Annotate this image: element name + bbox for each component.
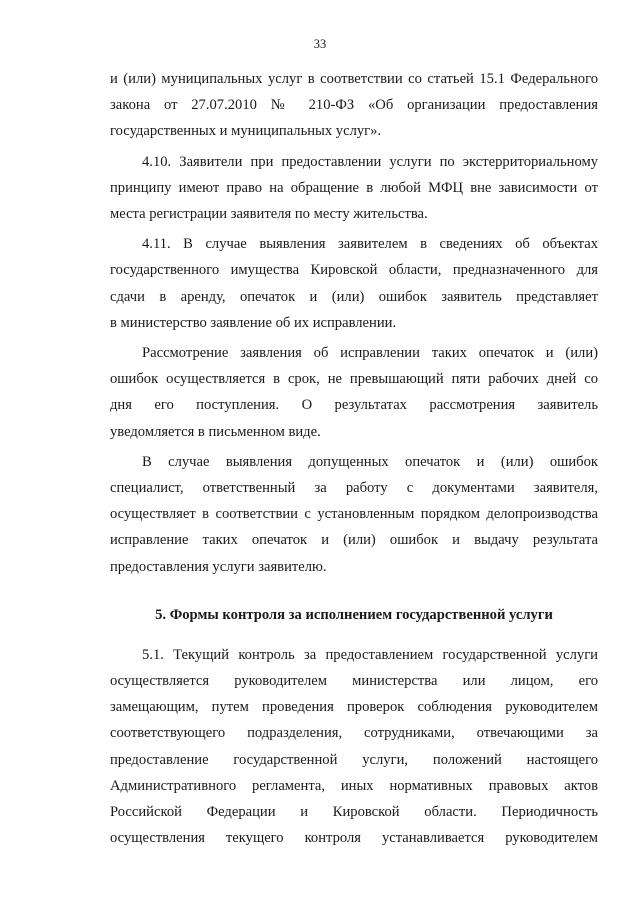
text-line: ошибок осуществляется в срок, не превышающий пяти рабочих дней со	[110, 371, 598, 388]
text-line: Рассмотрение заявления об исправлении таких опечаток и (или)	[142, 345, 598, 362]
text-line: в министерство заявление об их исправлении.	[110, 314, 397, 331]
text-line: места регистрации заявителя по месту жительства.	[110, 206, 428, 223]
paragraph-p5	[110, 449, 598, 580]
text-line: 4.10. Заявители при предоставлении услуги по экстерриториальному	[142, 153, 598, 170]
text-line: 4.11. В случае выявления заявителем в сведениях об объектах	[142, 236, 598, 253]
text-line: государственных и муниципальных услуг».	[110, 123, 382, 140]
text-line: Российской Федерации и Кировской области. Периодичность	[110, 804, 598, 821]
text-line: сдачи в аренду, опечаток и (или) ошибок заявитель представляет	[110, 288, 598, 305]
paragraph-p4	[110, 340, 598, 445]
paragraph-p3	[110, 231, 598, 336]
paragraph-p2	[110, 149, 598, 228]
paragraph-s1	[110, 642, 598, 852]
paragraphs-before-section	[110, 66, 598, 580]
text-line: и (или) муниципальных услуг в соответствии со статьей 15.1 Федерального	[110, 71, 598, 87]
text-line: государственного имущества Кировской области, предназначенного для	[110, 262, 598, 279]
text-line: предоставление государственной услуги, положений настоящего	[110, 751, 598, 768]
text-line: предоставления услуги заявителю.	[110, 558, 327, 575]
text-line: Административного регламента, иных нормативных правовых актов	[110, 777, 598, 794]
text-line: осуществляется руководителем министерства или лицом, его	[110, 673, 598, 690]
text-line: 5.1. Текущий контроль за предоставлением государственной услуги	[142, 646, 598, 663]
text-line: закона от 27.07.2010 № 210-ФЗ «Об организации предоставления	[110, 97, 598, 114]
paragraph-p1	[110, 66, 598, 145]
text-line: принципу имеют право на обращение в любой МФЦ вне зависимости от	[110, 179, 598, 196]
text-line: осуществляет в соответствии с установленным порядком делопроизводства	[110, 506, 598, 523]
text-line: специалист, ответственный за работу с документами заявителя,	[110, 480, 598, 497]
section-paragraphs	[110, 642, 598, 852]
text-line: замещающим, путем проведения проверок соблюдения руководителем	[110, 699, 598, 716]
document-body	[110, 66, 598, 851]
section-heading: 5. Формы контроля за исполнением государственной услуги	[155, 606, 553, 623]
text-line: В случае выявления допущенных опечаток и (или) ошибок	[142, 453, 598, 470]
text-line: дня его поступления. О результатах рассмотрения заявитель	[110, 397, 598, 414]
text-line: осуществления текущего контроля устанавливается руководителем	[110, 830, 598, 847]
text-line: соответствующего подразделения, сотрудниками, отвечающими за	[110, 725, 598, 742]
text-line: уведомляется в письменном виде.	[110, 423, 321, 440]
page-number: 33	[313, 37, 327, 51]
text-line: исправление таких опечаток и (или) ошибок и выдачу результата	[110, 532, 598, 549]
